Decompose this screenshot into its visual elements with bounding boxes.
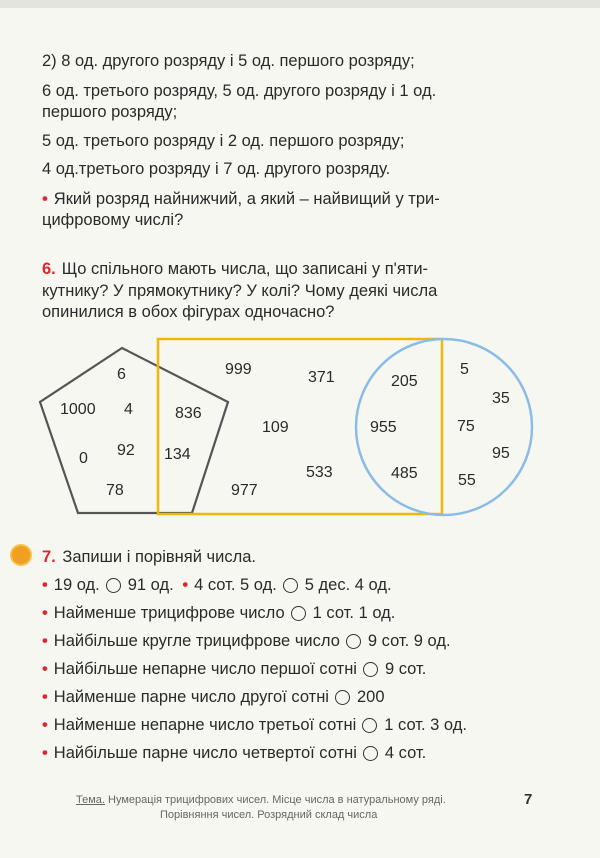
task7-row-4	[42, 658, 426, 680]
question-bullet-line-b: цифровому числі?	[42, 211, 184, 229]
item-right: 9 сот.	[384, 660, 427, 678]
task6-line3: опинилися в обох фігурах одночасно?	[42, 303, 335, 321]
compare-circle-input[interactable]	[346, 634, 361, 649]
row1-a-right: 91 од.	[127, 576, 174, 594]
line-2b: першого розряду;	[42, 103, 178, 121]
num-0: 0	[79, 450, 88, 467]
num-134: 134	[164, 446, 191, 463]
item-right: 9 сот. 9 од.	[367, 632, 451, 650]
bullet-dot: •	[42, 660, 48, 678]
bullet-dot: •	[42, 688, 48, 706]
line-1: 2) 8 од. другого розряду і 5 од. першого розряду;	[42, 52, 415, 70]
task7-row-2	[42, 602, 395, 624]
num-1000: 1000	[60, 401, 96, 418]
bullet-dot: •	[42, 604, 48, 622]
row1-b-left: 4 сот. 5 од.	[194, 576, 277, 594]
bullet-dot: •	[42, 744, 48, 762]
bullet-dot: •	[42, 632, 48, 650]
item-left: Найбільше кругле трицифрове число	[53, 632, 340, 650]
item-right: 200	[356, 688, 385, 706]
task7-title: Запиши і порівняй числа.	[62, 548, 256, 566]
task7-row-6	[42, 714, 467, 736]
num-836: 836	[175, 405, 202, 422]
item-left: Найменше непарне число третьої сотні	[53, 716, 357, 734]
num-533: 533	[306, 464, 333, 481]
num-977: 977	[231, 482, 258, 499]
num-35: 35	[492, 390, 510, 407]
compare-circle-input[interactable]	[363, 662, 378, 677]
item-right: 1 сот. 1 од.	[312, 604, 396, 622]
item-left: Найбільше парне число четвертої сотні	[53, 744, 357, 762]
task7-row-5	[42, 686, 385, 708]
num-55: 55	[458, 472, 476, 489]
row1-b-right: 5 дес. 4 од.	[304, 576, 392, 594]
bullet-dot: •	[42, 576, 48, 594]
num-999: 999	[225, 361, 252, 378]
difficulty-sun-icon	[12, 546, 30, 564]
line-2a: 6 од. третього розряду, 5 од. другого розряду і 1 од.	[42, 82, 437, 100]
page-number: 7	[524, 791, 533, 808]
line-3: 5 од. третього розряду і 2 од. першого розряду;	[42, 132, 405, 150]
task6-line2: кутнику? У прямокутнику? У колі? Чому деякі числа	[42, 282, 438, 300]
item-left: Найменше парне число другої сотні	[53, 688, 329, 706]
footer-topic-line1	[76, 794, 446, 806]
row1-a-left: 19 од.	[53, 576, 100, 594]
num-78: 78	[106, 482, 124, 499]
footer-topic-line2: Порівняння чисел. Розрядний склад числа	[160, 809, 378, 821]
num-95: 95	[492, 445, 510, 462]
num-109: 109	[262, 419, 289, 436]
question-text-a: Який розряд найнижчий, а який – найвищий у три-	[53, 190, 440, 208]
task6-text-1: Що спільного мають числа, що записані у п'яти-	[61, 260, 429, 278]
compare-circle-input[interactable]	[106, 578, 121, 593]
task7-row-3	[42, 630, 451, 652]
item-left: Найбільше непарне число першої сотні	[53, 660, 357, 678]
line-4: 4 од.третього розряду і 7 од. другого розряду.	[42, 160, 391, 178]
compare-circle-input[interactable]	[291, 606, 306, 621]
num-371: 371	[308, 369, 335, 386]
compare-circle-input[interactable]	[362, 718, 377, 733]
compare-circle-input[interactable]	[283, 578, 298, 593]
task7-row-7	[42, 742, 426, 764]
footer-line1-text: Нумерація трицифрових чисел. Місце числа в натуральному ряді.	[108, 794, 446, 806]
task7-row-1	[42, 574, 392, 596]
footer-tema: Тема.	[76, 794, 105, 806]
pentagon-shape	[40, 348, 228, 513]
num-92: 92	[117, 442, 135, 459]
task6-number: 6.	[42, 260, 56, 278]
item-left: Найменше трицифрове число	[53, 604, 285, 622]
bullet-dot: •	[42, 190, 48, 208]
num-485: 485	[391, 465, 418, 482]
bullet-dot: •	[182, 576, 189, 594]
compare-circle-input[interactable]	[335, 690, 350, 705]
bullet-dot: •	[42, 716, 48, 734]
num-75: 75	[457, 418, 475, 435]
num-4: 4	[124, 401, 133, 418]
task7-title-line	[42, 546, 256, 568]
task7-number: 7.	[42, 548, 56, 566]
num-5: 5	[460, 361, 469, 378]
num-955: 955	[370, 419, 397, 436]
item-right: 4 сот.	[384, 744, 427, 762]
item-right: 1 сот. 3 од.	[384, 716, 467, 734]
num-6: 6	[117, 366, 126, 383]
compare-circle-input[interactable]	[363, 746, 378, 761]
num-205: 205	[391, 373, 418, 390]
